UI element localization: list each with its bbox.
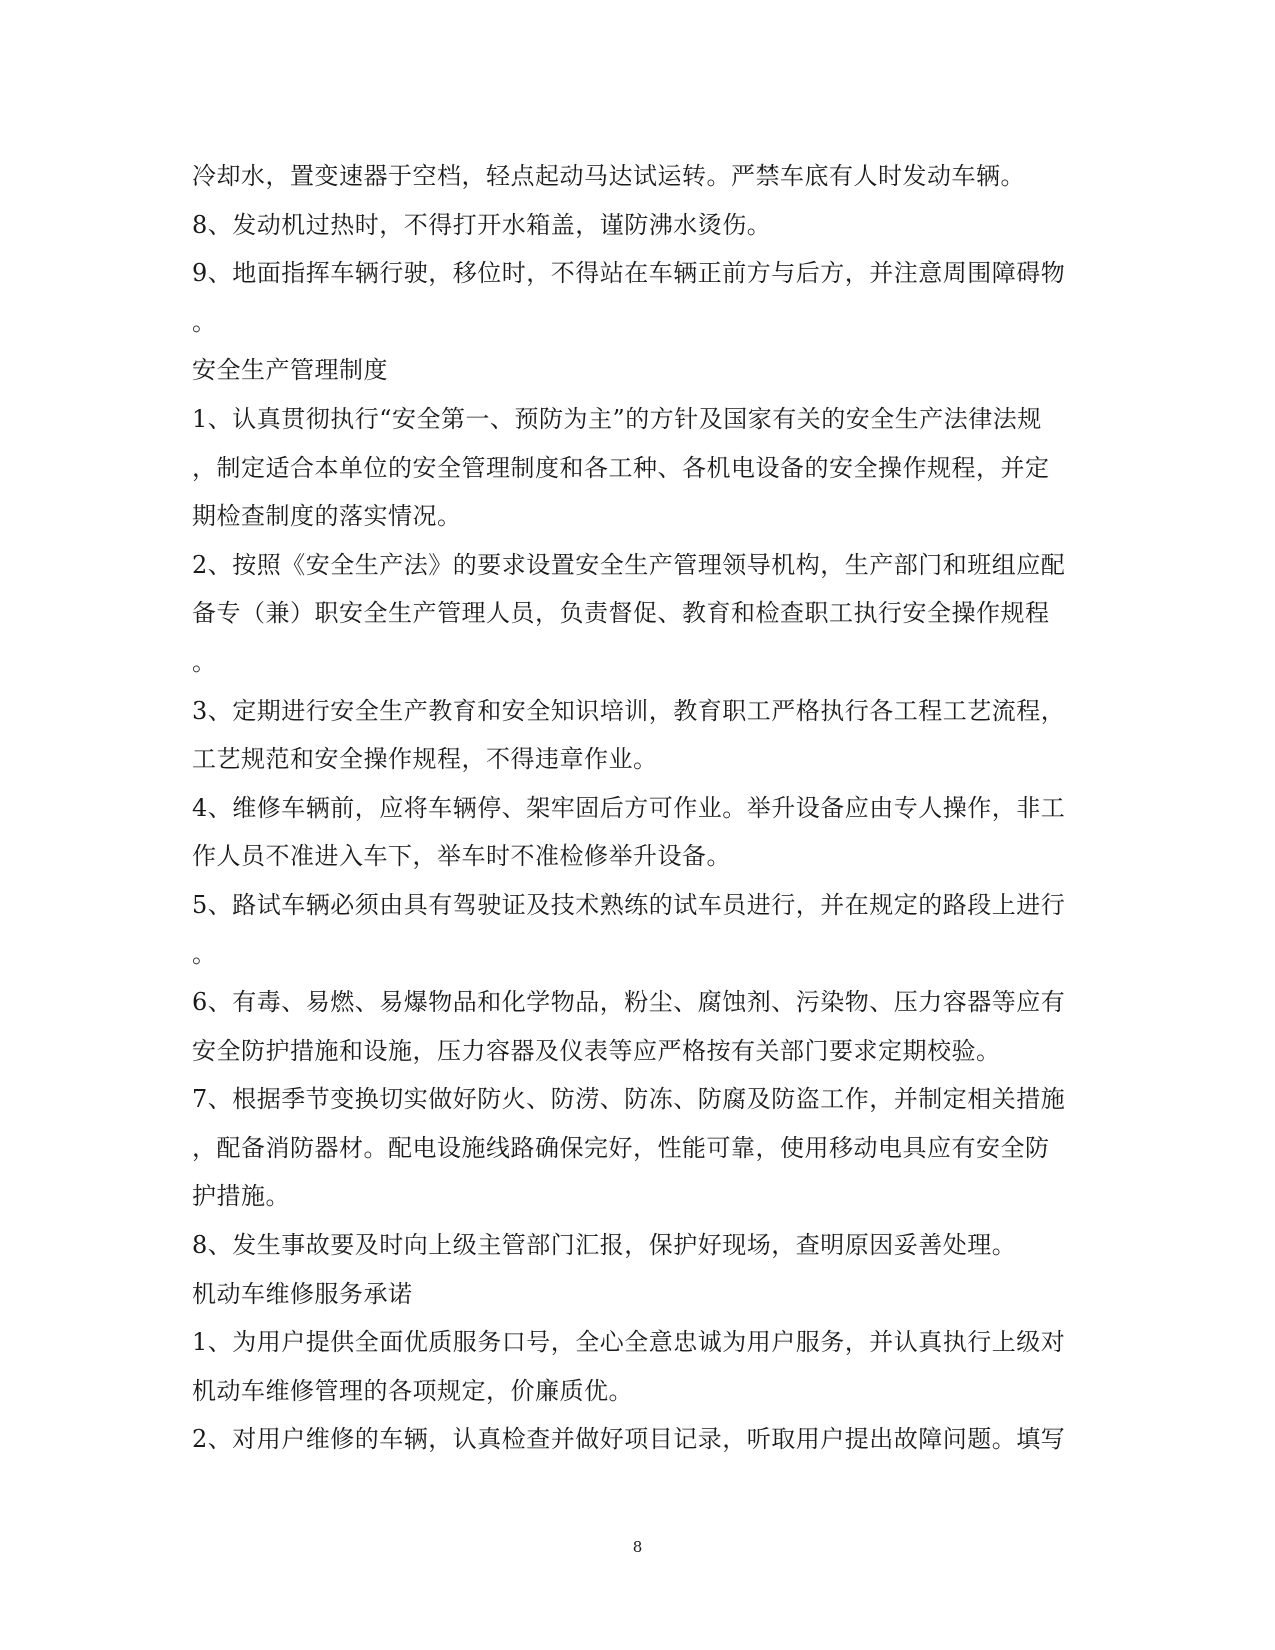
text-line: 备专（兼）职安全生产管理人员，负责督促、教育和检查职工执行安全操作规程 xyxy=(192,599,1050,628)
text-line: 2、对用户维修的车辆，认真检查并做好项目记录，听取用户提出故障问题。填写 xyxy=(192,1425,1066,1454)
text-line: 3、定期进行安全生产教育和安全知识培训，教育职工严格执行各工程工艺流程， xyxy=(192,696,1066,725)
text-line: 护措施。 xyxy=(192,1182,290,1211)
text-line: 4、维修车辆前，应将车辆停、架牢固后方可作业。举升设备应由专人操作，非工 xyxy=(192,793,1066,822)
text-line: 工艺规范和安全操作规程，不得违章作业。 xyxy=(192,745,658,774)
text-line: 5、路试车辆必须由具有驾驶证及技术熟练的试车员进行，并在规定的路段上进行 xyxy=(192,890,1066,919)
text-line: 机动车维修管理的各项规定，价廉质优。 xyxy=(192,1376,633,1405)
text-line: 1、为用户提供全面优质服务口号，全心全意忠诚为用户服务，并认真执行上级对 xyxy=(192,1328,1066,1357)
text-line: 作人员不准进入车下，举车时不准检修举升设备。 xyxy=(192,842,731,871)
text-line: 。 xyxy=(192,647,217,676)
text-line: 。 xyxy=(192,307,217,336)
text-line: 8、发生事故要及时向上级主管部门汇报，保护好现场，查明原因妥善处理。 xyxy=(192,1231,1017,1260)
text-line: ，配备消防器材。配电设施线路确保完好，性能可靠，使用移动电具应有安全防 xyxy=(192,1133,1050,1162)
text-line: 6、有毒、易燃、易爆物品和化学物品，粉尘、腐蚀剂、污染物、压力容器等应有 xyxy=(192,988,1066,1017)
page-number: 8 xyxy=(632,1538,643,1556)
text-line: 9、地面指挥车辆行驶，移位时，不得站在车辆正前方与后方，并注意周围障碍物 xyxy=(192,259,1066,288)
section-heading: 安全生产管理制度 xyxy=(192,356,388,385)
text-line: 。 xyxy=(192,939,217,968)
section-heading: 机动车维修服务承诺 xyxy=(192,1279,413,1308)
text-line: 8、发动机过热时，不得打开水箱盖，谨防沸水烫伤。 xyxy=(192,210,772,239)
text-line: 7、根据季节变换切实做好防火、防涝、防冻、防腐及防盗工作，并制定相关措施 xyxy=(192,1085,1066,1114)
text-line: 1、认真贯彻执行“安全第一、预防为主”的方针及国家有关的安全生产法律法规 xyxy=(192,404,1042,433)
text-line: 安全防护措施和设施，压力容器及仪表等应严格按有关部门要求定期校验。 xyxy=(192,1036,1001,1065)
text-line: 2、按照《安全生产法》的要求设置安全生产管理领导机构，生产部门和班组应配 xyxy=(192,550,1066,579)
text-line: 期检查制度的落实情况。 xyxy=(192,502,462,531)
text-line: 冷却水，置变速器于空档，轻点起动马达试运转。严禁车底有人时发动车辆。 xyxy=(192,162,1025,190)
document-body xyxy=(192,152,1092,1464)
text-line: ，制定适合本单位的安全管理制度和各工种、各机电设备的安全操作规程，并定 xyxy=(192,453,1050,482)
